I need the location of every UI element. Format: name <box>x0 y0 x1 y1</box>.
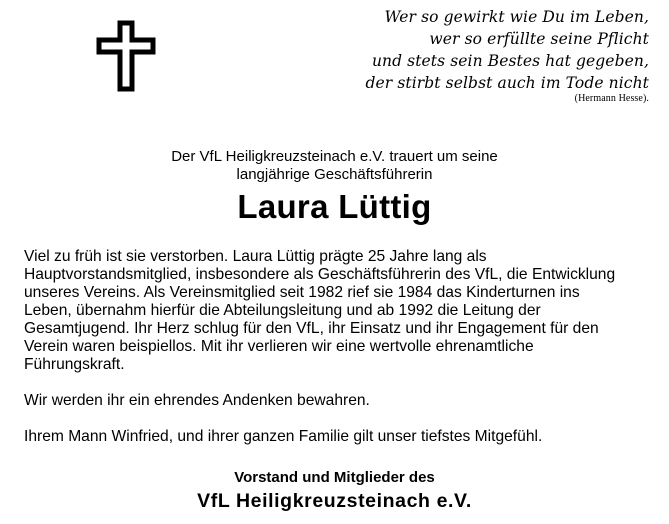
intro-text <box>0 148 669 184</box>
signature-block <box>0 468 669 514</box>
poem-line: Wer so gewirkt wie Du im Leben, <box>384 8 649 26</box>
latin-cross-icon <box>96 20 156 92</box>
signature-line-1: Vorstand und Mitglieder des <box>234 469 435 486</box>
signature-line-2: VfL Heiligkreuzsteinach e.V. <box>197 490 472 512</box>
body-line: Führungskraft. <box>24 356 125 373</box>
poem-author: (Hermann Hesse). <box>574 93 649 104</box>
intro-line: langjährige Geschäftsführerin <box>236 166 433 183</box>
body-line: Verein waren beispiellos. Mit ihr verlieren wir eine wertvolle ehrenamtliche <box>24 338 534 355</box>
body-paragraph-3: Ihrem Mann Winfried, und ihrer ganzen Familie gilt unser tiefstes Mitgefühl. <box>24 428 543 445</box>
body-line: unseres Vereins. Als Vereinsmitglied seit 1982 rief sie 1984 das Kinderturnen ins <box>24 284 580 301</box>
poem-line: wer so erfüllte seine Pflicht <box>429 30 649 48</box>
body-line: Leben, übernahm hierfür die Abteilungsleitung und ab 1992 die Leitung der <box>24 302 541 319</box>
obituary-body <box>24 248 652 446</box>
body-line: Hauptvorstandsmitglied, insbesondere als Geschäftsführerin des VfL, die Entwicklung <box>24 266 616 283</box>
body-paragraph-1 <box>24 248 652 374</box>
poem-quote <box>319 6 649 106</box>
body-line: Gesamtjugend. Ihr Herz schlug für den VfL, ihr Einsatz und ihr Engagement für den <box>24 320 599 337</box>
body-paragraph-2: Wir werden ihr ein ehrendes Andenken bewahren. <box>24 392 370 409</box>
intro-line: Der VfL Heiligkreuzsteinach e.V. trauert um seine <box>171 148 498 165</box>
poem-line: der stirbt selbst auch im Tode nicht <box>365 74 649 92</box>
deceased-name: Laura Lüttig <box>237 188 432 225</box>
poem-line: und stets sein Bestes hat gegeben, <box>371 52 649 70</box>
body-line: Viel zu früh ist sie verstorben. Laura Lüttig prägte 25 Jahre lang als <box>24 248 487 265</box>
